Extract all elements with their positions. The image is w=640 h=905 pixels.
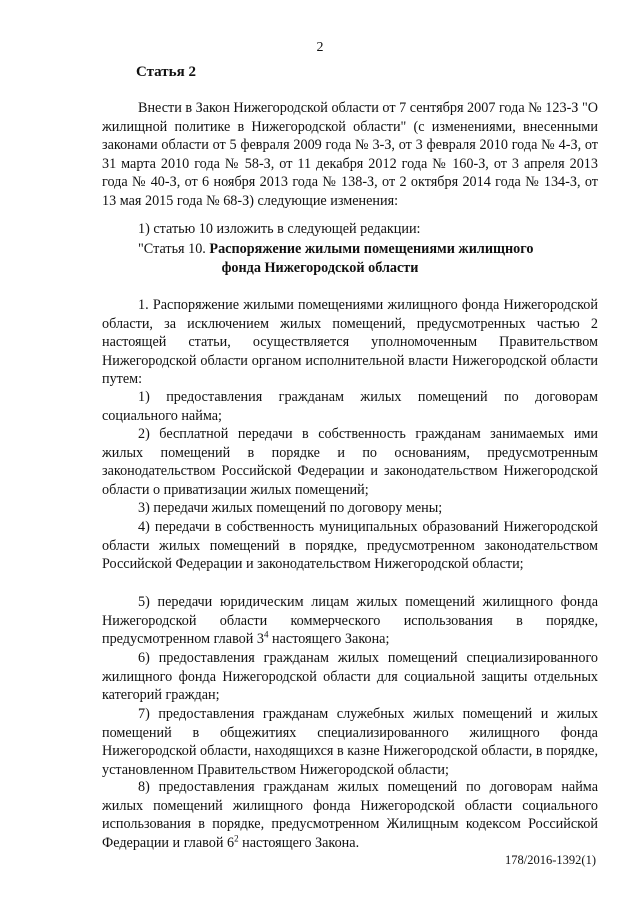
paragraph-1: 1. Распоряжение жилыми помещениями жилищного фонда Нижегородской области, за исключением жилых помещений, предусмотренных частью 2 настоящей статьи, осуществляется уполномоченным Правительством Нижегородской области органом исполнительной власти Нижегородской области путем: xyxy=(102,297,598,388)
article10-heading-line1 xyxy=(138,240,598,259)
subitem-8-tail: настоящего Закона. xyxy=(238,834,360,851)
document-code: 178/2016-1392(1) xyxy=(505,853,596,867)
page-number: 2 xyxy=(316,40,324,55)
subitem-1: 1) предоставления гражданам жилых помещений по договорам социального найма; xyxy=(102,389,598,424)
subitem-7: 7) предоставления гражданам служебных жилых помещений и жилых помещений в общежитиях специализированного жилищного фонда Нижегородской области, находящихся в казне Нижегородской области, в порядке, установленном Правительством Нижегородской области; xyxy=(102,706,598,778)
intro-paragraph: Внести в Закон Нижегородской области от 7 сентября 2007 года № 123-З "О жилищной политике в Нижегородской области" (с изменениями, внесенными законами области от 5 февраля 2009 года № 3-З, от 3 февраля 2010 года № 4-З, от 31 марта 2010 года № 58-З, от 11 декабря 2012 года № 160-З, от 3 апреля 2013 года № 40-З, от 6 ноября 2013 года № 138-З, от 2 октября 2014 года № 134-З, от 13 мая 2015 года № 68-З) следующие изменения: xyxy=(102,100,598,209)
subitem-8-sup: 2 xyxy=(234,833,239,844)
subitem-5-sup: 4 xyxy=(264,629,269,640)
subitem-5 xyxy=(102,593,598,649)
article10-title-line2: фонда Нижегородской области xyxy=(221,260,419,276)
article10-prefix: "Статья 10. xyxy=(138,241,206,257)
subitem-3: 3) передачи жилых помещений по договору мены; xyxy=(138,500,443,516)
subitem-5-tail: настоящего Закона; xyxy=(268,631,390,648)
item-1: 1) статью 10 изложить в следующей редакции: xyxy=(138,221,421,237)
subitem-6: 6) предоставления гражданам жилых помещений специализированного жилищного фонда Нижегородской области для социальной защиты отдельных категорий граждан; xyxy=(102,650,598,704)
subitem-2: 2) бесплатной передачи в собственность гражданам занимаемых ими жилых помещений в порядке и по основаниям, предусмотренным законодательством Российской Федерации и законодательством Нижегородской области о приватизации жилых помещений; xyxy=(102,426,598,498)
subitem-5-text: 5) передачи юридическим лицам жилых помещений жилищного фонда Нижегородской области коммерческого использования в порядке, предусмотренном главой 3 xyxy=(102,594,598,648)
subitem-8-text: 8) предоставления гражданам жилых помещений по договорам найма жилых помещений жилищного фонда Нижегородской области социального использования в порядке, предусмотренном Жилищным кодексом Российской Федерации и главой 6 xyxy=(102,779,598,851)
subitem-8 xyxy=(102,778,598,852)
article-heading: Статья 2 xyxy=(136,64,196,80)
article10-title-line1: Распоряжение жилыми помещениями жилищного xyxy=(209,241,534,257)
subitem-4: 4) передачи в собственность муниципальных образований Нижегородской области жилых помещений в порядке, предусмотренном законодательством Российской Федерации и законодательством Нижегородской области; xyxy=(102,519,598,573)
